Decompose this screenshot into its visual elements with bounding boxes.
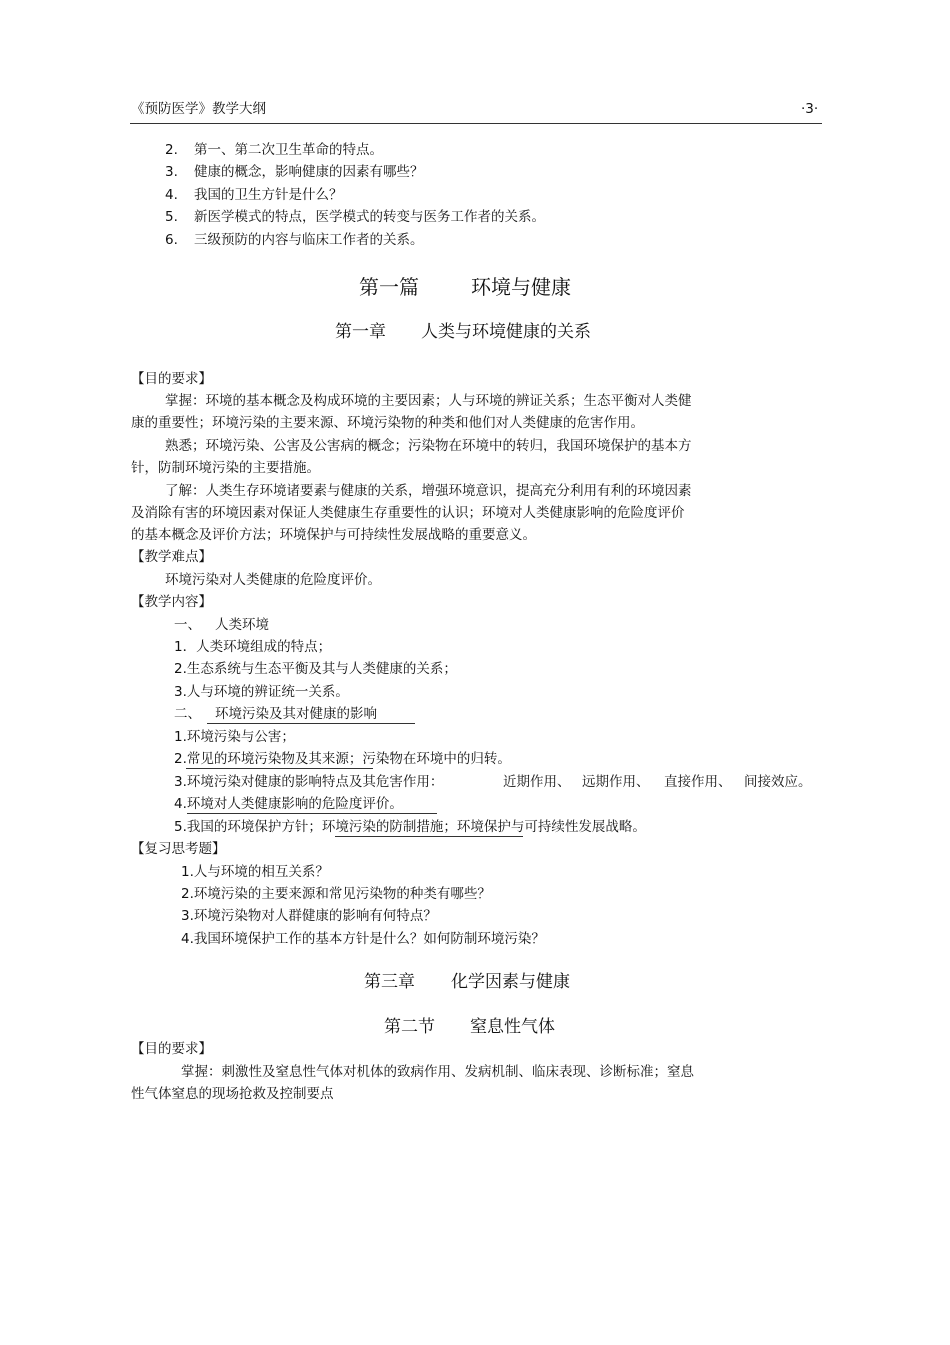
header-rule <box>130 123 822 124</box>
list-item: 1.人与环境的相互关系？ <box>181 864 329 880</box>
part-number: 第一篇 <box>359 275 419 299</box>
paragraph-line: 掌握：刺激性及窒息性气体对机体的致病作用、发病机制、临床表现、诊断标准；窒息 <box>181 1064 694 1080</box>
list-item: 2.常见的环境污染物及其来源；污染物在环境中的归转。 <box>174 751 511 767</box>
list-item: 4.我国环境保护工作的基本方针是什么？如何防制环境污染？ <box>181 931 545 947</box>
list-item-number: 4. <box>165 187 178 203</box>
section-heading-difficulty: 【教学难点】 <box>131 549 212 565</box>
content-section-number: 二、 <box>174 706 201 722</box>
list-item: 4.环境对人类健康影响的危险度评价。 <box>174 796 403 812</box>
paragraph-line: 及消除有害的环境因素对保证人类健康生存重要性的认识；环境对人类健康影响的危险度评价 <box>131 505 685 521</box>
list-item-text: 我国的卫生方针是什么？ <box>194 187 343 203</box>
paragraph-line: 熟悉；环境污染、公害及公害病的概念；污染物在环境中的转归，我国环境保护的基本方 <box>165 438 692 454</box>
content-section-number: 一、 <box>174 617 201 633</box>
underline <box>207 723 415 724</box>
paragraph-line: 环境污染对人类健康的危险度评价。 <box>165 572 381 588</box>
section-number: 第二节 <box>384 1017 435 1037</box>
chapter-title: 人类与环境健康的关系 <box>421 322 591 342</box>
content-section-title: 人类环境 <box>215 617 269 633</box>
list-item: 3.环境污染物对人群健康的影响有何特点？ <box>181 908 437 924</box>
underline <box>335 836 523 837</box>
list-item <box>165 232 424 248</box>
section-heading-content: 【教学内容】 <box>131 594 212 610</box>
list-item-number: 2. <box>165 142 178 158</box>
paragraph-line: 康的重要性；环境污染的主要来源、环境污染物的种类和他们对人类健康的危害作用。 <box>131 415 644 431</box>
paragraph-line: 的基本概念及评价方法；环境保护与可持续性发展战略的重要意义。 <box>131 527 536 543</box>
effect-term: 间接效应。 <box>744 774 812 790</box>
list-item: 2.生态系统与生态平衡及其与人类健康的关系； <box>174 661 457 677</box>
page-number: ·3· <box>801 101 819 117</box>
chapter-number: 第一章 <box>335 322 386 342</box>
underline <box>186 768 373 769</box>
list-item <box>165 187 343 203</box>
list-item <box>165 164 424 180</box>
effect-term: 直接作用、 <box>664 774 732 790</box>
list-item: 3.人与环境的辨证统一关系。 <box>174 684 349 700</box>
running-header-title: 《预防医学》教学大纲 <box>131 101 266 117</box>
list-item-text: 新医学模式的特点，医学模式的转变与医务工作者的关系。 <box>194 209 545 225</box>
section-heading-review: 【复习思考题】 <box>131 841 226 857</box>
underline <box>187 813 437 814</box>
effect-term: 近期作用、 <box>503 774 571 790</box>
section-heading-objectives: 【目的要求】 <box>131 1041 212 1057</box>
list-item <box>165 209 545 225</box>
list-item: 2.环境污染的主要来源和常见污染物的种类有哪些？ <box>181 886 491 902</box>
effect-term: 远期作用、 <box>582 774 650 790</box>
list-item: 5.我国的环境保护方针；环境污染的防制措施；环境保护与可持续性发展战略。 <box>174 819 646 835</box>
section-title: 窒息性气体 <box>470 1017 555 1037</box>
list-item: 1．人类环境组成的特点； <box>174 639 332 655</box>
list-item-text: 第一、第二次卫生革命的特点。 <box>194 142 383 158</box>
list-item-text: 健康的概念，影响健康的因素有哪些？ <box>194 164 424 180</box>
list-item: 3.环境污染对健康的影响特点及其危害作用： <box>174 774 444 790</box>
paragraph-line: 了解：人类生存环境诸要素与健康的关系，增强环境意识，提高充分利用有利的环境因素 <box>165 483 692 499</box>
paragraph-line: 针，防制环境污染的主要措施。 <box>131 460 320 476</box>
list-item: 1.环境污染与公害； <box>174 729 295 745</box>
part-title: 环境与健康 <box>471 275 571 299</box>
paragraph-line: 性气体窒息的现场抢救及控制要点 <box>131 1086 334 1102</box>
list-item-number: 6. <box>165 232 178 248</box>
paragraph-line: 掌握：环境的基本概念及构成环境的主要因素；人与环境的辨证关系；生态平衡对人类健 <box>165 393 692 409</box>
chapter-title: 化学因素与健康 <box>451 972 570 992</box>
list-item-number: 3. <box>165 164 178 180</box>
list-item-text: 三级预防的内容与临床工作者的关系。 <box>194 232 424 248</box>
list-item-number: 5. <box>165 209 178 225</box>
section-heading-objectives: 【目的要求】 <box>131 371 212 387</box>
content-section-title: 环境污染及其对健康的影响 <box>215 706 377 722</box>
list-item <box>165 142 383 158</box>
chapter-number: 第三章 <box>364 972 415 992</box>
